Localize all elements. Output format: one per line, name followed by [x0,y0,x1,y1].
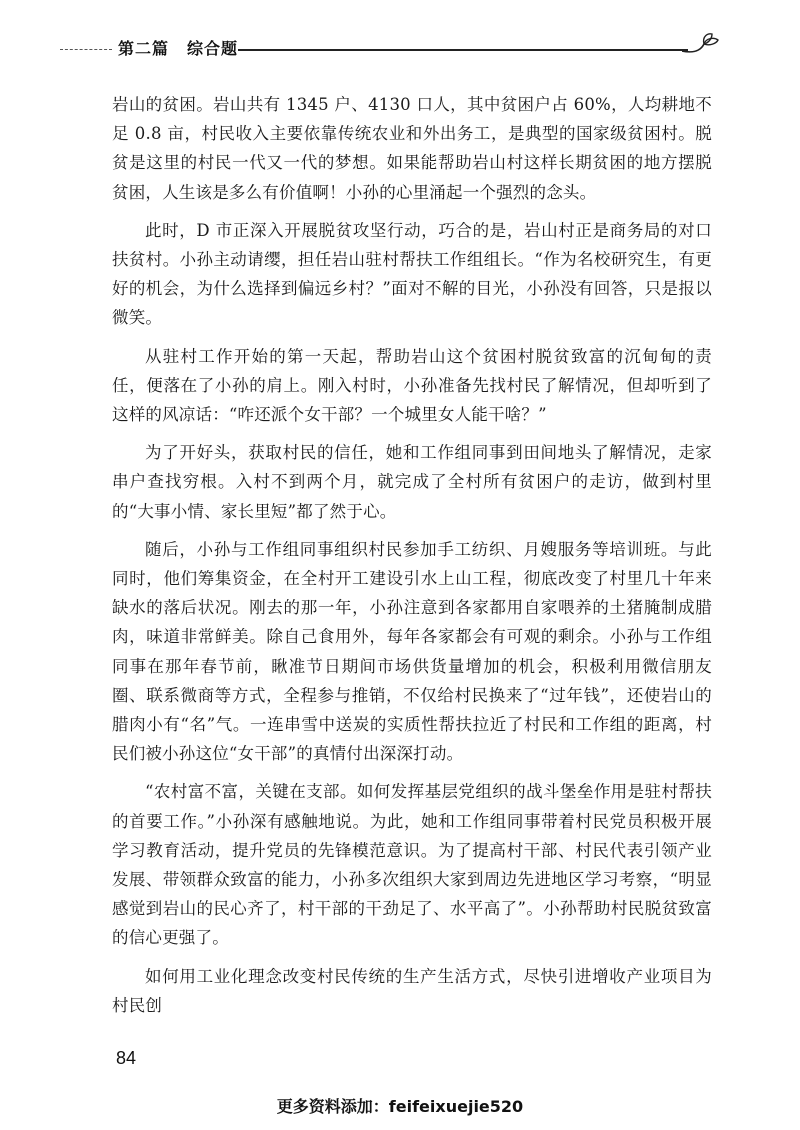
leaf-swoosh-icon [682,30,722,60]
article-body [112,90,712,1029]
header-title [118,36,238,59]
paragraph-6: “农村富不富，关键在支部。如何发挥基层党组织的战斗堡垒作用是驻村帮扶的首要工作。”小孙深有感触地说。为此，她和工作组同事带着村民党员积极开展学习教育活动，提升党员的先锋模范意识。为了提高村干部、村民代表引领产业发展、带领群众致富的能力，小孙多次组织大家到周边先进地区学习考察，“明显感觉到岩山的民心齐了，村干部的干劲足了、水平高了”。小孙帮助村民脱贫致富的信心更强了。 [112,782,712,948]
footer-note: 更多资料添加：feifeixuejie520 [276,1097,524,1116]
paragraph-7: 如何用工业化理念改变村民传统的生产生活方式，尽快引进增收产业项目为村民创 [112,966,712,1015]
header-section: 综合题 [187,39,239,58]
paragraph-5: 随后，小孙与工作组同事组织村民参加手工纺织、月嫂服务等培训班。与此同时，他们筹集资金，在全村开工建设引水上山工程，彻底改变了村里几十年来缺水的落后状况。刚去的那一年，小孙注意到各家都用自家喂养的土猪腌制成腊肉，味道非常鲜美。除自己食用外，每年各家都会有可观的剩余。小孙与工作组同事在那年春节前，瞅准节日期间市场供货量增加的机会，积极利用微信朋友圈、联系微商等方式，全程参与推销，不仅给村民换来了“过年钱”，还使岩山的腊肉小有“名”气。一连串雪中送炭的实质性帮扶拉近了村民和工作组的距离，村民们被小孙这位“女干部”的真情付出深深打动。 [112,539,712,764]
page-number: 84 [116,1048,137,1068]
paragraph-2: 此时，D 市正深入开展脱贫攻坚行动，巧合的是，岩山村正是商务局的对口扶贫村。小孙主动请缨，担任岩山驻村帮扶工作组组长。“作为名校研究生，有更好的机会，为什么选择到偏远乡村？”面对不解的目光，小孙没有回答，只是报以微笑。 [112,220,712,328]
paragraph-1: 岩山的贫困。岩山共有 1345 户、4130 口人，其中贫困户占 60%，人均耕地不足 0.8 亩，村民收入主要依靠传统农业和外出务工，是典型的国家级贫困村。脱贫是这里的村民一代又一代的梦想。如果能帮助岩山村这样长期贫困的地方摆脱贫困，人生该是多么有价值啊！小孙的心里涌起一个强烈的念头。 [112,95,712,202]
header-rule [238,49,688,51]
running-header [0,30,800,60]
header-dotted-rule [60,49,112,50]
paragraph-4: 为了开好头，获取村民的信任，她和工作组同事到田间地头了解情况，走家串户查找穷根。入村不到两个月，就完成了全村所有贫困户的走访，做到村里的“大事小情、家长里短”都了然于心。 [112,443,712,521]
header-part: 第二篇 [118,39,170,58]
paragraph-3: 从驻村工作开始的第一天起，帮助岩山这个贫困村脱贫致富的沉甸甸的责任，便落在了小孙的肩上。刚入村时，小孙准备先找村民了解情况，但却听到了这样的风凉话：“咋还派个女干部？一个城里女人能干啥？” [112,346,712,425]
